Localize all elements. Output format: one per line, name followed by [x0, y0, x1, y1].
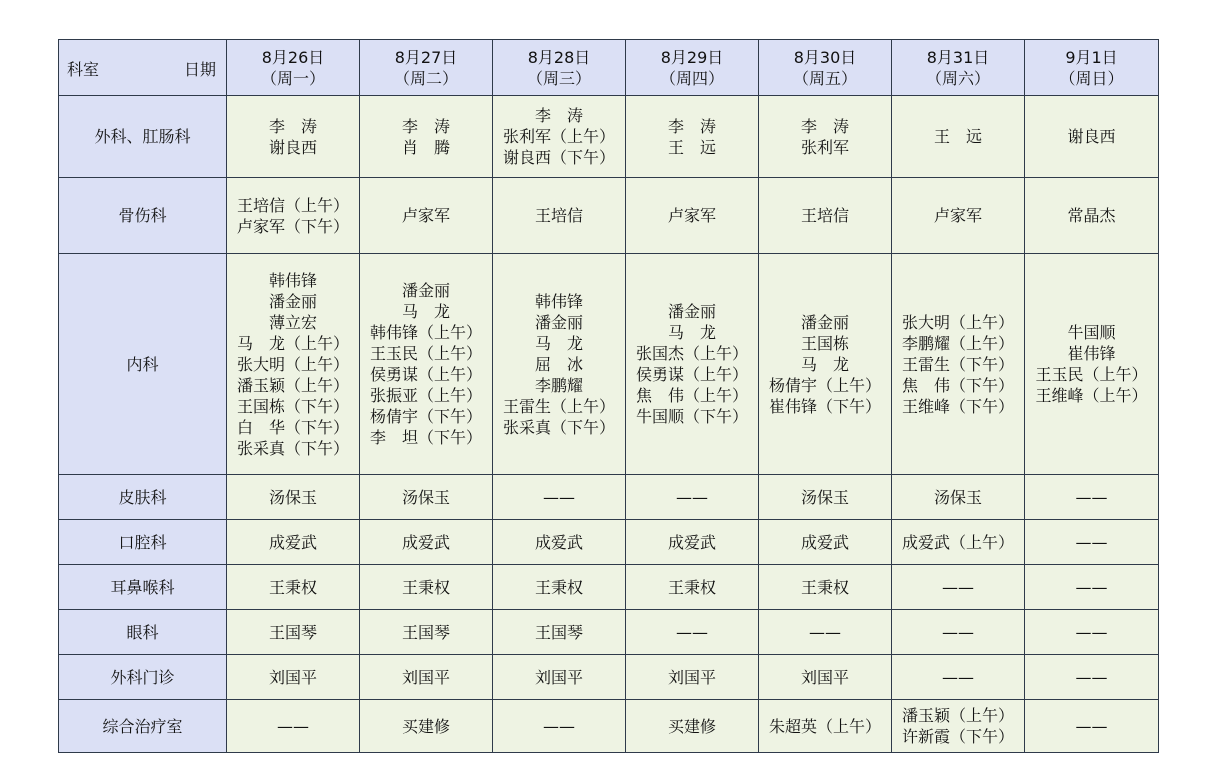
duty-cell	[360, 610, 493, 655]
duty-cell	[360, 254, 493, 475]
doctor-name: 卢家军	[401, 206, 450, 225]
duty-cell	[360, 96, 493, 178]
doctor-name: 王培信	[800, 206, 849, 225]
duty-cell	[227, 655, 360, 700]
doctor-name: 韩伟锋	[534, 291, 583, 311]
doctor-name: 崔伟锋（下午）	[768, 396, 881, 416]
doctor-name: 刘国平	[268, 667, 317, 687]
doctor-name: 李 涛	[534, 106, 583, 125]
doctor-name: 王维峰（下午）	[901, 396, 1014, 416]
doctor-name: 潘玉颖（上午）	[901, 706, 1014, 725]
duty-cell	[759, 96, 892, 178]
day-date: 8月26日	[261, 47, 325, 67]
day-date: 8月31日	[926, 47, 990, 67]
doctor-name: 成爱武	[268, 532, 317, 552]
doctor-name: 焦 伟（下午）	[901, 375, 1014, 395]
doctor-name: 汤保玉	[800, 487, 849, 507]
dept-name-cell: 口腔科	[59, 520, 227, 565]
duty-cell	[892, 475, 1025, 520]
doctor-name: ——	[942, 622, 974, 642]
doctor-name: 李 涛	[800, 116, 849, 136]
duty-cell	[626, 96, 759, 178]
day-weekday: （周二）	[393, 68, 458, 88]
doctor-name: 卢家军	[933, 206, 982, 225]
duty-cell	[493, 475, 626, 520]
duty-cell	[759, 700, 892, 753]
day-weekday: （周四）	[659, 68, 724, 88]
duty-schedule-table	[58, 39, 1159, 753]
doctor-name: 卢家军（下午）	[236, 216, 349, 236]
doctor-name: 张大明（上午）	[236, 354, 349, 374]
doctor-name: 王雷生（上午）	[502, 396, 615, 416]
doctor-name: 张振亚（上午）	[369, 386, 482, 405]
doctor-name: 潘金丽	[401, 281, 450, 300]
dept-name-cell: 皮肤科	[59, 475, 227, 520]
doctor-name: 许新霞（下午）	[901, 727, 1014, 746]
table-row	[59, 610, 1159, 655]
dept-name-cell: 骨伤科	[59, 178, 227, 254]
doctor-name: 王玉民（上午）	[369, 344, 482, 363]
doctor-name: 潘金丽	[667, 302, 716, 321]
duty-cell	[227, 565, 360, 610]
duty-cell	[626, 254, 759, 475]
doctor-name: 杨倩宇（下午）	[369, 407, 482, 426]
doctor-name: 李 涛	[401, 116, 450, 136]
duty-cell	[1025, 565, 1159, 610]
duty-cell	[360, 520, 493, 565]
doctor-name: 侯勇谋（上午）	[635, 365, 748, 384]
doctor-name: 买建修	[401, 716, 450, 736]
day-header-7	[1025, 40, 1159, 96]
doctor-name: 王国琴	[401, 622, 450, 642]
duty-cell	[626, 475, 759, 520]
duty-cell	[360, 655, 493, 700]
duty-cell	[1025, 655, 1159, 700]
table-row	[59, 565, 1159, 610]
doctor-name: 马 龙	[534, 333, 583, 353]
date-header-label: 日期	[183, 60, 216, 79]
doctor-name: 张国杰（上午）	[635, 344, 748, 363]
doctor-name: 汤保玉	[933, 487, 982, 507]
duty-cell	[227, 520, 360, 565]
doctor-name: 张采真（下午）	[502, 417, 615, 437]
duty-cell	[1025, 254, 1159, 475]
doctor-name: 李 涛	[268, 116, 317, 136]
table-row	[59, 178, 1159, 254]
doctor-name: 韩伟锋（上午）	[369, 323, 482, 342]
doctor-name: 屈 冰	[534, 354, 583, 374]
duty-cell	[1025, 475, 1159, 520]
doctor-name: 张大明（上午）	[901, 312, 1014, 332]
duty-cell	[227, 700, 360, 753]
doctor-name: ——	[1075, 667, 1108, 687]
duty-cell	[493, 96, 626, 178]
doctor-name: 李 坦（下午）	[369, 428, 482, 447]
duty-cell	[493, 610, 626, 655]
day-date: 8月29日	[660, 47, 724, 67]
duty-cell	[360, 178, 493, 254]
doctor-name: 谢良西	[1067, 127, 1116, 146]
duty-cell	[759, 178, 892, 254]
doctor-name: 王国栋（下午）	[236, 396, 349, 416]
dept-name-cell: 眼科	[59, 610, 227, 655]
doctor-name: 潘玉颖（上午）	[236, 375, 349, 395]
corner-header-cell	[59, 40, 227, 96]
duty-cell	[892, 254, 1025, 475]
doctor-name: ——	[942, 667, 974, 687]
duty-cell	[892, 700, 1025, 753]
duty-cell	[626, 520, 759, 565]
day-header-4	[626, 40, 759, 96]
doctor-name: 成爱武	[667, 532, 716, 552]
doctor-name: 王秉权	[800, 577, 849, 597]
duty-cell	[626, 178, 759, 254]
doctor-name: 张采真（下午）	[236, 438, 349, 458]
doctor-name: ——	[1075, 532, 1108, 552]
doctor-name: 肖 腾	[401, 137, 450, 157]
doctor-name: 焦 伟（上午）	[635, 386, 748, 405]
doctor-name: 刘国平	[667, 667, 716, 687]
day-weekday: （周一）	[260, 68, 325, 88]
doctor-name: 李 涛	[667, 116, 716, 136]
doctor-name: 牛国顺（下午）	[635, 407, 748, 426]
doctor-name: 谢良西	[268, 137, 317, 157]
doctor-name: 牛国顺	[1067, 323, 1116, 342]
doctor-name: 李鹏耀（上午）	[901, 333, 1014, 353]
doctor-name: ——	[942, 577, 974, 597]
dept-name-cell: 内科	[59, 254, 227, 475]
doctor-name: 王维峰（上午）	[1035, 386, 1148, 405]
duty-cell	[626, 565, 759, 610]
doctor-name: 王国琴	[268, 622, 317, 642]
doctor-name: 成爱武	[401, 532, 450, 552]
day-header-5	[759, 40, 892, 96]
doctor-name: 张利军	[800, 137, 849, 157]
table-row	[59, 254, 1159, 475]
doctor-name: 王雷生（下午）	[901, 354, 1014, 374]
duty-cell	[759, 565, 892, 610]
duty-cell	[493, 178, 626, 254]
duty-cell	[493, 520, 626, 565]
table-row	[59, 96, 1159, 178]
doctor-name: 王秉权	[401, 577, 450, 597]
doctor-name: 王秉权	[534, 577, 583, 597]
duty-cell	[493, 565, 626, 610]
duty-cell	[493, 655, 626, 700]
dept-name-cell: 外科门诊	[59, 655, 227, 700]
doctor-name: 王 远	[933, 127, 982, 146]
table-row	[59, 655, 1159, 700]
duty-cell	[626, 655, 759, 700]
doctor-name: ——	[543, 487, 575, 507]
doctor-name: 刘国平	[800, 667, 849, 687]
dept-name-cell: 耳鼻喉科	[59, 565, 227, 610]
doctor-name: ——	[543, 716, 575, 736]
duty-cell	[626, 700, 759, 753]
duty-cell	[493, 700, 626, 753]
duty-cell	[227, 475, 360, 520]
doctor-name: 买建修	[667, 716, 716, 736]
duty-cell	[1025, 610, 1159, 655]
doctor-name: 侯勇谋（上午）	[369, 365, 482, 384]
doctor-name: 杨倩宇（上午）	[768, 375, 881, 395]
doctor-name: 常晶杰	[1067, 206, 1116, 225]
doctor-name: ——	[676, 487, 708, 507]
doctor-name: 韩伟锋	[268, 270, 317, 290]
doctor-name: 王玉民（上午）	[1035, 365, 1148, 384]
duty-cell	[892, 96, 1025, 178]
doctor-name: ——	[809, 622, 841, 642]
doctor-name: 马 龙	[667, 323, 716, 342]
doctor-name: 王秉权	[667, 577, 716, 597]
doctor-name: 马 龙（上午）	[236, 333, 349, 353]
duty-cell	[626, 610, 759, 655]
day-header-2	[360, 40, 493, 96]
doctor-name: 王国琴	[534, 622, 583, 642]
duty-cell	[1025, 700, 1159, 753]
doctor-name: 马 龙	[401, 302, 450, 321]
doctor-name: 王 远	[667, 137, 716, 157]
doctor-name: ——	[676, 622, 708, 642]
table-row	[59, 520, 1159, 565]
doctor-name: 汤保玉	[268, 487, 317, 507]
day-header-1	[227, 40, 360, 96]
duty-cell	[227, 96, 360, 178]
doctor-name: 成爱武	[534, 532, 583, 552]
doctor-name: 卢家军	[667, 206, 716, 225]
duty-cell	[759, 610, 892, 655]
doctor-name: 王培信（上午）	[236, 195, 349, 215]
duty-cell	[759, 520, 892, 565]
doctor-name: 潘金丽	[534, 312, 583, 332]
day-date: 8月30日	[793, 47, 857, 67]
doctor-name: 刘国平	[534, 667, 583, 687]
table-row	[59, 475, 1159, 520]
doctor-name: 潘金丽	[800, 312, 849, 332]
doctor-name: ——	[1075, 577, 1108, 597]
duty-cell	[360, 475, 493, 520]
day-weekday: （周五）	[792, 68, 857, 88]
doctor-name: 王培信	[534, 206, 583, 225]
duty-cell	[1025, 178, 1159, 254]
doctor-name: 潘金丽	[268, 291, 317, 311]
doctor-name: 王秉权	[268, 577, 317, 597]
duty-cell	[892, 610, 1025, 655]
day-weekday: （周六）	[925, 68, 990, 88]
doctor-name: 崔伟锋	[1067, 344, 1116, 363]
doctor-name: 汤保玉	[401, 487, 450, 507]
duty-cell	[227, 178, 360, 254]
day-weekday: （周三）	[526, 68, 591, 88]
duty-cell	[1025, 520, 1159, 565]
doctor-name: 朱超英（上午）	[768, 716, 881, 736]
duty-cell	[493, 254, 626, 475]
duty-cell	[227, 254, 360, 475]
doctor-name: 王国栋	[800, 333, 849, 353]
doctor-name: 薄立宏	[268, 312, 317, 332]
doctor-name: ——	[1075, 622, 1108, 642]
dept-header-label: 科室	[67, 60, 100, 79]
duty-cell	[892, 520, 1025, 565]
doctor-name: ——	[1075, 716, 1108, 736]
day-header-6	[892, 40, 1025, 96]
schedule-body	[59, 96, 1159, 753]
doctor-name: 谢良西（下午）	[502, 148, 615, 167]
doctor-name: 张利军（上午）	[502, 127, 615, 146]
doctor-name: 刘国平	[401, 667, 450, 687]
day-date: 8月28日	[527, 47, 591, 67]
day-date: 8月27日	[394, 47, 458, 67]
dept-name-cell: 综合治疗室	[59, 700, 227, 753]
schedule-table-wrapper	[58, 39, 1158, 752]
day-header-3	[493, 40, 626, 96]
doctor-name: ——	[1075, 487, 1108, 507]
day-weekday: （周日）	[1059, 68, 1124, 88]
duty-cell	[892, 655, 1025, 700]
duty-cell	[1025, 96, 1159, 178]
doctor-name: 成爱武（上午）	[901, 532, 1014, 552]
duty-cell	[759, 655, 892, 700]
dept-name-cell: 外科、肛肠科	[59, 96, 227, 178]
doctor-name: 白 华（下午）	[236, 417, 349, 437]
doctor-name: ——	[277, 716, 309, 736]
duty-cell	[759, 254, 892, 475]
table-row	[59, 700, 1159, 753]
doctor-name: 马 龙	[800, 354, 849, 374]
duty-cell	[892, 178, 1025, 254]
header-row	[59, 40, 1159, 96]
day-date: 9月1日	[1065, 47, 1118, 67]
doctor-name: 成爱武	[800, 532, 849, 552]
doctor-name: 李鹏耀	[534, 375, 583, 395]
duty-cell	[892, 565, 1025, 610]
duty-cell	[360, 565, 493, 610]
duty-cell	[759, 475, 892, 520]
duty-cell	[227, 610, 360, 655]
duty-cell	[360, 700, 493, 753]
